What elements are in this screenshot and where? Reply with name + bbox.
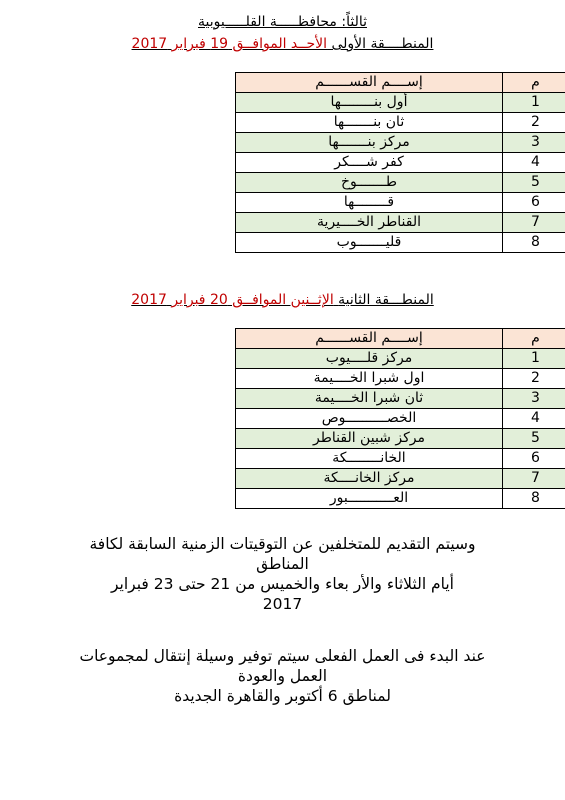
row-number: 8 — [503, 489, 565, 509]
region-name: قــــــــها — [236, 193, 503, 213]
governorate-title: ثالثاً: محافظـــــة القلـــــيوبية — [198, 14, 367, 30]
table-row — [236, 489, 565, 509]
row-number: 2 — [503, 369, 565, 389]
row-number: 6 — [503, 193, 565, 213]
region-name: العـــــــــــبور — [236, 489, 503, 509]
region-name: طـــــــوخ — [236, 173, 503, 193]
row-number: 7 — [503, 213, 565, 233]
note-line: أيام الثلاثاء والأر بعاء والخميس من 21 حتى 23 فبراير — [111, 575, 454, 593]
note-line: 2017 — [262, 595, 303, 613]
region-name: مركز بنـــــــها — [236, 133, 503, 153]
note-line: عند البدء فى العمل الفعلى سيتم توفير وسيلة إنتقال لمجموعات — [79, 647, 486, 665]
region-name: مركز الخانــــكة — [236, 469, 503, 489]
zone1-heading — [0, 36, 565, 52]
note-line: لمناطق 6 أكتوبر والقاهرة الجديدة — [174, 687, 391, 705]
region-name: الخانــــــــكة — [236, 449, 503, 469]
region-name: أول بنــــــــها — [236, 93, 503, 113]
table-row — [236, 153, 565, 173]
note-line: العمل والعودة — [237, 667, 328, 685]
zone1-label: المنطــــقة الأولى — [331, 36, 434, 52]
zone2-date: الإثــنين الموافــق 20 فبراير 2017 — [131, 292, 334, 308]
table-header-row — [236, 329, 565, 349]
row-number: 6 — [503, 449, 565, 469]
column-header-num: م — [503, 329, 565, 349]
row-number: 4 — [503, 409, 565, 429]
row-number: 1 — [503, 93, 565, 113]
region-name: القناطر الخــــيرية — [236, 213, 503, 233]
table-row — [236, 389, 565, 409]
table-row — [236, 93, 565, 113]
table-row — [236, 349, 565, 369]
region-name: قليـــــــوب — [236, 233, 503, 253]
table-row — [236, 173, 565, 193]
region-name: مركز قلــــيوب — [236, 349, 503, 369]
region-name: ثان بنـــــــها — [236, 113, 503, 133]
table-row — [236, 193, 565, 213]
table-row — [236, 113, 565, 133]
table-row — [236, 213, 565, 233]
table-row — [236, 409, 565, 429]
row-number: 7 — [503, 469, 565, 489]
row-number: 8 — [503, 233, 565, 253]
zone1-date: الأحــد الموافــق 19 فبراير 2017 — [131, 36, 328, 52]
table-row — [236, 429, 565, 449]
zone1-table — [235, 72, 565, 253]
column-header-name: إســــم القســــــم — [236, 73, 503, 93]
late-applicants-note — [20, 534, 545, 614]
zone2-label: المنطـــقة الثانية — [338, 292, 434, 308]
row-number: 3 — [503, 133, 565, 153]
note-line: وسيتم التقديم للمتخلفين عن التوقيتات الزمنية السابقة لكافة — [89, 535, 476, 553]
table-header-row — [236, 73, 565, 93]
row-number: 1 — [503, 349, 565, 369]
column-header-num: م — [503, 73, 565, 93]
zone2-heading — [0, 292, 565, 308]
region-name: كفر شــــكر — [236, 153, 503, 173]
note-line: المناطق — [256, 555, 309, 573]
region-name: ثان شبرا الخــــيمة — [236, 389, 503, 409]
region-name: اول شبرا الخــــيمة — [236, 369, 503, 389]
table-row — [236, 369, 565, 389]
row-number: 5 — [503, 429, 565, 449]
table-row — [236, 133, 565, 153]
row-number: 2 — [503, 113, 565, 133]
row-number: 3 — [503, 389, 565, 409]
table-row — [236, 233, 565, 253]
region-name: مركز شبين القناطر — [236, 429, 503, 449]
column-header-name: إســــم القســــــم — [236, 329, 503, 349]
table-row — [236, 449, 565, 469]
region-name: الخصــــــــــوص — [236, 409, 503, 429]
transport-note — [20, 646, 545, 706]
zone2-table — [235, 328, 565, 509]
row-number: 4 — [503, 153, 565, 173]
row-number: 5 — [503, 173, 565, 193]
table-row — [236, 469, 565, 489]
